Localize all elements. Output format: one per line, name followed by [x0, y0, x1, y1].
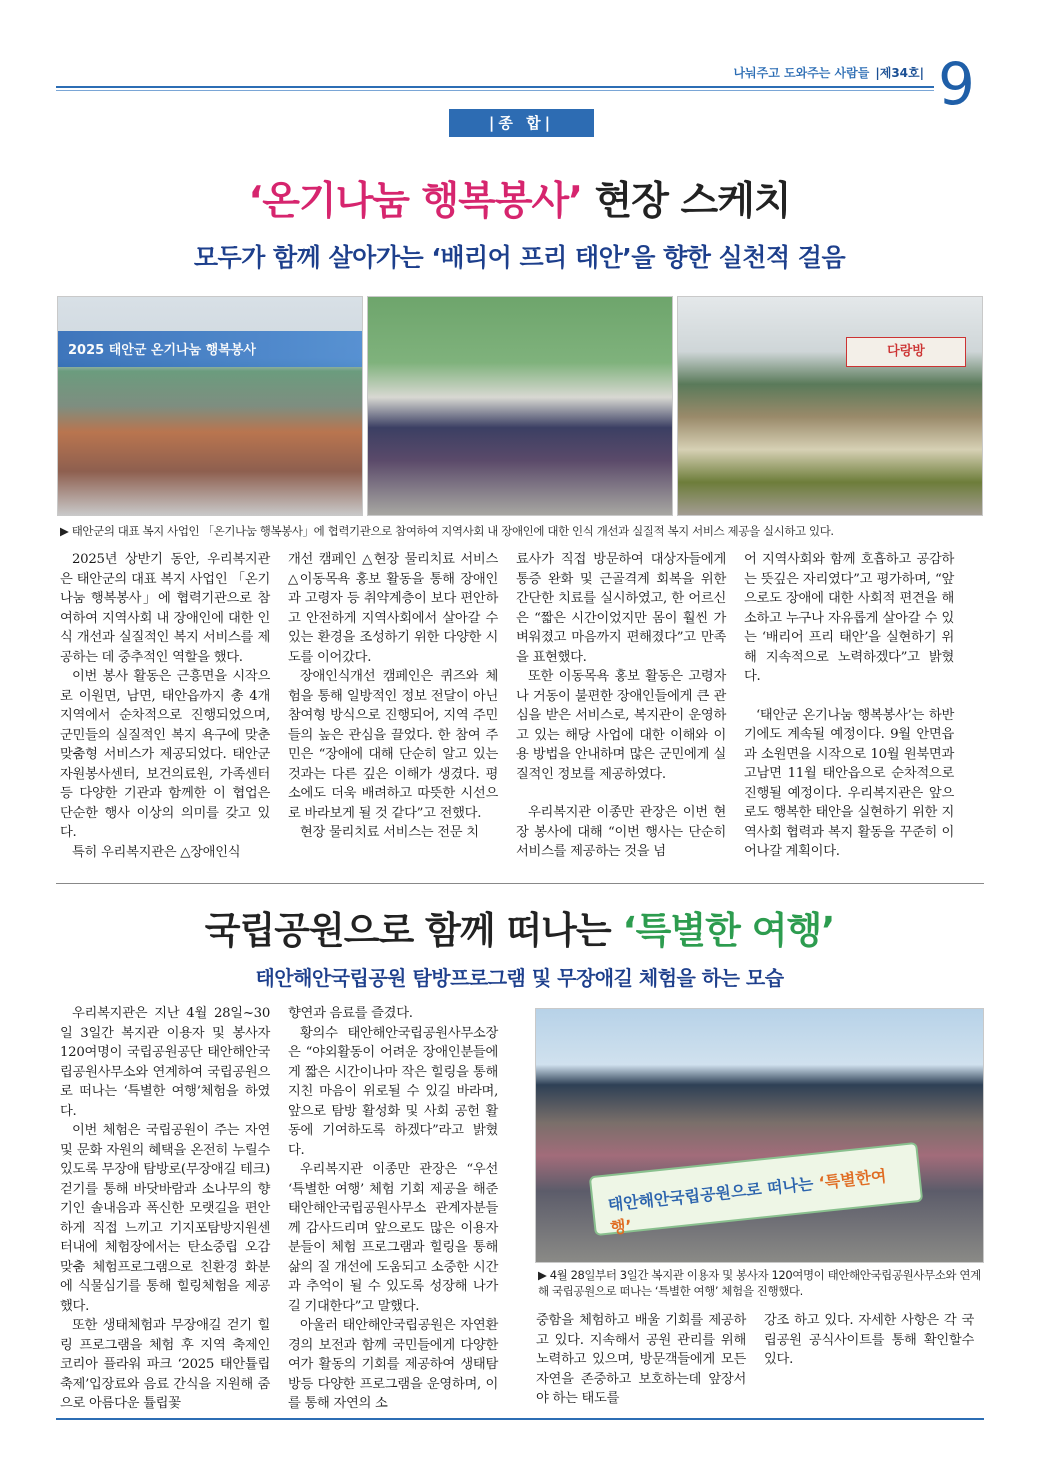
masthead-title: 나눠주고 도와주는 사람들 [733, 66, 870, 80]
paragraph: 개선 캠페인 △현장 물리치료 서비스 △이동목욕 홍보 활동을 통해 장애인과 고령자 등 취약계층이 보다 편안하고 안전하게 지역사회에서 살아갈 수 있는 환경을 조성하기 위한 다양한 시도를 이어갔다. [288, 552, 498, 665]
page-number: 9 [938, 50, 975, 118]
paragraph: 우리복지관은 지난 4월 28일~30일 3일간 복지관 이용자 및 봉사자 120여명이 국립공원공단 태안해안국립공원사무소와 연계하여 국립공원으로 떠나는 ‘특별한 여행’체험을 하였다. [60, 1006, 270, 1119]
group-banner-accent: ‘특별한여행’ [609, 1166, 888, 1238]
article1-photo-strip [57, 296, 983, 516]
article1-subheadline: 모두가 함께 살아가는 ‘배리어 프리 태안’을 향한 실천적 걸음 [193, 243, 846, 272]
article2-column-1 [60, 1004, 270, 1414]
article2-column-2 [288, 1004, 498, 1414]
section-tag: |종 합| [449, 109, 594, 137]
paragraph: 이번 봉사 활동은 근흥면을 시작으로 이원면, 남면, 태안읍까지 총 4개 지역에서 순차적으로 진행되었으며, 군민들의 실질적인 복지 욕구에 맞춘 맞춤형 서비스가 제공되었다. 태안군자원봉사센터, 보건의료원, 가족센터 등 다양한 기관과 함께한 이 협업은 단순한 행사 이상의 의미를 갖고 있다. [60, 669, 270, 840]
article1-headline-rest: 현장 스케치 [582, 179, 791, 224]
paragraph: 중함을 체험하고 배울 기회를 제공하고 있다. 지속해서 공원 관리를 위해 노력하고 있으며, 방문객들에게 모든 자연을 존중하고 보호하는데 앞장서야 하는 태도를 [536, 1313, 746, 1406]
article2-caption: ▶ 4월 28일부터 3일간 복지관 이용자 및 봉사자 120여명이 태안해안국립공원사무소와 연계해 국립공원으로 떠나는 ‘특별한 여행’ 체험을 진행했다. [538, 1268, 981, 1298]
article2-subheadline: 태안해안국립공원 탐방프로그램 및 무장애길 체험을 하는 모습 [255, 966, 784, 990]
article2-headline-accent: ‘특별한 여행’ [622, 909, 835, 952]
article2-body-left [60, 1004, 498, 1414]
issue-number: |제34호| [875, 66, 924, 80]
room-sign: 다랑방 [846, 337, 966, 367]
photo-consultation [677, 296, 983, 516]
header-rule [56, 86, 934, 88]
group-banner-text [591, 1144, 923, 1256]
paragraph: 황의수 태안해안국립공원사무소장은 “야외활동이 어려운 장애인분들에게 짧은 시간이나마 작은 힐링을 통해 지친 마음이 위로될 수 있길 바라며, 앞으로 탐방 활성화 및 사회 공헌 활동에 기여하도록 하겠다”라고 밝혔다. [288, 1025, 498, 1158]
footer-rule [56, 1418, 984, 1420]
event-banner-text: 2025 태안군 온기나눔 행복봉사 [68, 343, 256, 358]
article1-column-3 [516, 550, 726, 862]
header-rule-thin [56, 90, 934, 91]
paragraph: 또한 생태체험과 무장애길 걷기 힐링 프로그램을 체험 후 지역 축제인 코리아 플라워 파크 ‘2025 태안튤립축제’입장료와 음료 간식을 지원해 줌으로 아름다운 튤립꽃 [60, 1318, 270, 1411]
paragraph: 이번 체험은 국립공원이 주는 자연 및 문화 자원의 혜택을 온전히 누릴수 있도록 무장애 탐방로(무장애길 테크) 걷기를 통해 바닷바람과 소나무의 향기인 솔내음과 폭신한 모랫길을 편안하게 직접 느끼고 기지포탐방지원센터내에 체험장에서는 탄소중립 오감맞춤 체험프로그램으로 친환경 화분에 식물심기를 통해 힐링체험을 제공했다. [60, 1123, 270, 1314]
paragraph: 현장 물리치료 서비스는 전문 치 [300, 825, 479, 840]
article2-body-right [536, 1311, 974, 1409]
article1-headline-accent: ‘온기나눔 행복봉사’ [248, 179, 583, 224]
paragraph: 강조 하고 있다. 자세한 사항은 각 국립공원 공식사이트를 통해 확인할수 있다. [764, 1313, 974, 1367]
paragraph: 료사가 직접 방문하여 대상자들에게 통증 완화 및 근골격계 회복을 위한 간단한 치료를 실시하였고, 한 어르신은 “짧은 시간이었지만 몸이 훨씬 가벼워졌고 마음까지 편해졌다”고 만족을 표현했다. [516, 552, 726, 665]
paragraph: 우리복지관 이종만 관장은 “우선 ‘특별한 여행’ 체험 기회 제공을 해준 태안해안국립공원사무소 관계자분들께 감사드리며 앞으로도 많은 이용자분들이 체험 프로그램과 힐링을 통해 삶의 질 개선에 도움되고 소중한 시간과 추억이 될 수 있도록 성장해 나가길 기대한다”고 말했다. [288, 1162, 498, 1314]
paragraph: 2025년 상반기 동안, 우리복지관은 태안군의 대표 복지 사업인 「온기나눔 행복봉사」에 협력기관으로 참여하여 지역사회 내 장애인에 대한 인식 개선과 실질적인 복지 서비스를 제공하는 데 중추적인 역할을 했다. [60, 552, 270, 665]
article-separator [56, 883, 984, 884]
paragraph: 특히 우리복지관은 △장애인식 [72, 844, 241, 860]
article1-headline [0, 170, 1039, 226]
article1-column-1 [60, 550, 270, 862]
article2-headline-rest: 국립공원으로 함께 떠나는 [204, 909, 623, 952]
paragraph: ‘태안군 온기나눔 행복봉사’는 하반기에도 계속될 예정이다. 9월 안면읍과 소원면을 시작으로 10월 원북면과 고남면 11월 태안읍으로 순차적으로 진행될 예정이다. 우리복지관은 앞으로도 행복한 태안을 실현하기 위한 지역사회 협력과 복지 활동을 꾸준히 이어나갈 계획이다. [744, 707, 954, 859]
article1-column-2 [288, 550, 498, 862]
article1-body [60, 550, 954, 862]
event-banner [58, 331, 362, 367]
article2-column-4 [764, 1311, 974, 1409]
article1-column-4 [744, 550, 954, 862]
group-banner-main: 태안해안국립공원으로 떠나는 [606, 1173, 820, 1215]
paragraph: 어 지역사회와 함께 호흡하고 공감하는 뜻깊은 자리였다”고 평가하며, “앞으로도 장애에 대한 사회적 편견을 해소하고 누구나 자유롭게 살아갈 수 있는 ‘배리어 프리 태안’을 실현하기 위해 지속적으로 노력하겠다”고 밝혔다. [744, 552, 954, 684]
paragraph: 향연과 음료를 즐겼다. [288, 1006, 413, 1021]
masthead [733, 64, 924, 81]
paragraph: 아울러 태안해안국립공원은 자연환경의 보전과 함께 국민들에게 다양한 여가 활동의 기회를 제공하여 생태탐방등 다양한 프로그램을 운영하며, 이를 통해 자연의 소 [288, 1318, 498, 1411]
photo-event-hall [57, 296, 363, 516]
article1-caption: ▶ 태안군의 대표 복지 사업인 「온기나눔 행복봉사」에 협력기관으로 참여하여 지역사회 내 장애인에 대한 인식 개선과 실질적 복지 서비스 제공을 실시하고 있다. [60, 524, 834, 538]
article2-column-3 [536, 1311, 746, 1409]
paragraph: 또한 이동목욕 홍보 활동은 고령자나 거동이 불편한 장애인들에게 큰 관심을 받은 서비스로, 복지관이 운영하고 있는 해당 사업에 대한 이해와 이용 방법을 안내하며 많은 군민에게 실질적인 정보를 제공하였다. [516, 669, 726, 782]
photo-physical-therapy [367, 296, 673, 516]
article2-group-photo [535, 1008, 984, 1263]
paragraph: 장애인식개선 캠페인은 퀴즈와 체험을 통해 일방적인 정보 전달이 아닌 참여형 방식으로 진행되어, 지역 주민들의 높은 관심을 끌었다. 한 참여 주민은 “장애에 대해 단순히 알고 있는 것과는 다른 깊은 이해가 생겼다. 평소에도 더욱 배려하고 따뜻한 시선으로 바라보게 될 것 같다”고 전했다. [288, 669, 498, 821]
paragraph: 우리복지관 이종만 관장은 이번 현장 봉사에 대해 “이번 행사는 단순히 서비스를 제공하는 것을 넘 [516, 805, 726, 859]
group-banner [589, 1142, 923, 1236]
article2-headline [0, 900, 1039, 954]
